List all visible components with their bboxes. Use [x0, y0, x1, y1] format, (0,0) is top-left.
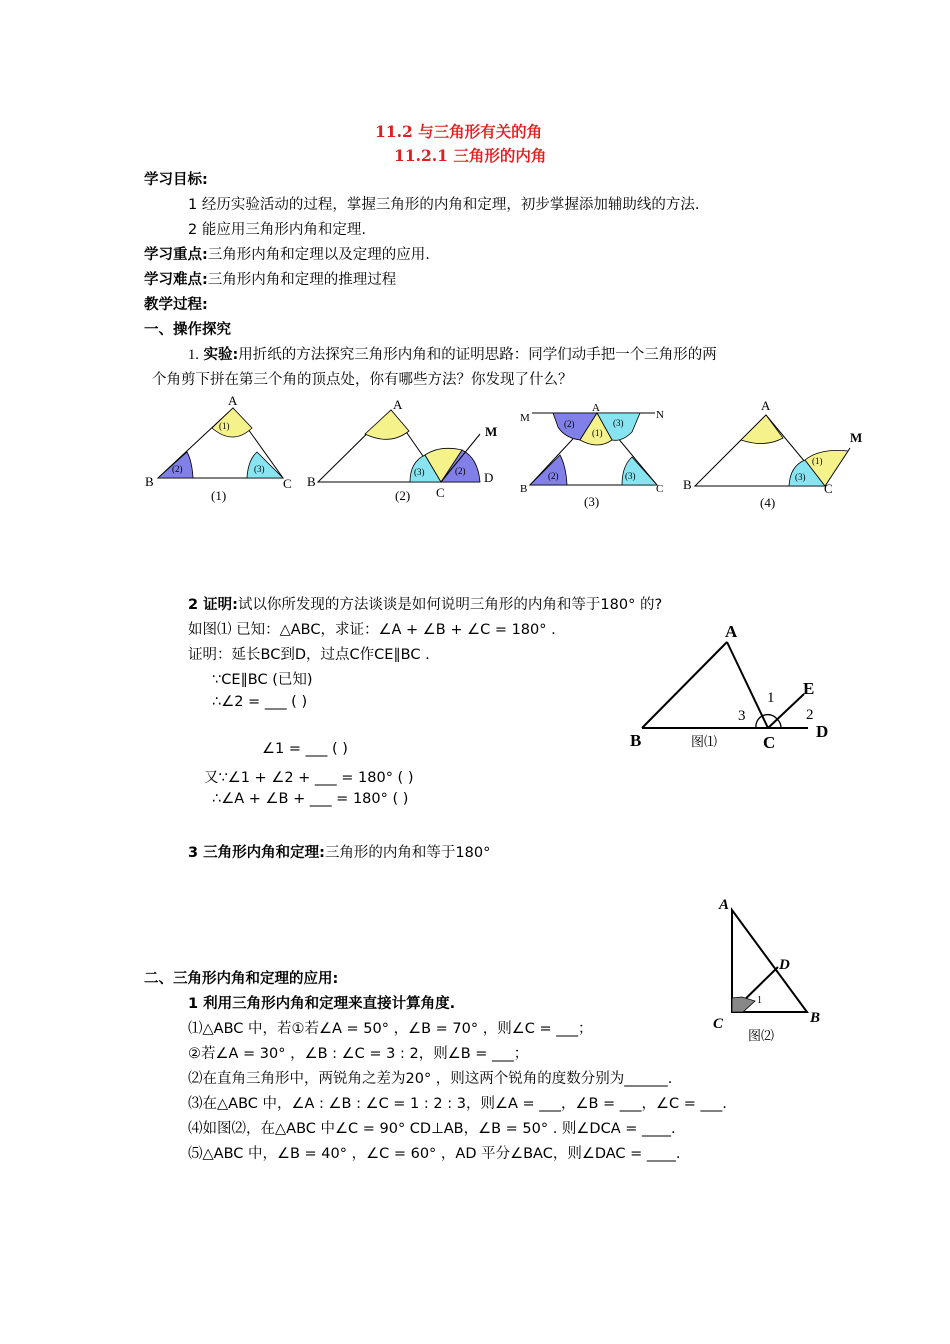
experiment-line-2: 个角剪下拼在第三个角的顶点处，你有哪些方法？你发现了什么？: [152, 372, 573, 388]
fig2b-label-d: D: [779, 957, 790, 973]
objective-2: 2 能应用三角形内角和定理.: [188, 222, 366, 238]
fig1-angle-2: (2): [172, 464, 183, 474]
experiment-label: 实验:: [203, 347, 239, 363]
section2-heading: 二、三角形内角和定理的应用:: [144, 971, 339, 987]
proof-construction: 证明：延长BC到D，过点C作CE∥BC .: [188, 647, 430, 663]
title-sub: 11.2.1 三角形的内角: [394, 146, 547, 165]
fig2-label-c: C: [436, 485, 445, 500]
fig2-angle-3: (3): [414, 467, 425, 477]
title-main: 11.2 与三角形有关的角: [375, 122, 543, 141]
fig2-label-a: A: [393, 397, 403, 412]
objective-1: 1 经历实验活动的过程，掌握三角形的内角和定理，初步掌握添加辅助线的方法.: [188, 197, 700, 213]
fig1-angle-1: (1): [219, 421, 230, 431]
fig3-angle-2: (2): [564, 419, 575, 429]
fig1-label-b: B: [145, 474, 154, 489]
fig4-label-c: C: [824, 481, 833, 496]
proof-step-1: ∵CE∥BC (已知): [212, 672, 313, 688]
fig2b-caption: 图⑵: [748, 1028, 775, 1043]
fig3-label-n: N: [656, 409, 664, 421]
fig4-label-a: A: [761, 398, 771, 413]
proof-fig-label-c: C: [763, 733, 776, 752]
fig3-angle-1: (1): [592, 428, 603, 438]
question-1: ⑴△ABC 中，若①若∠A = 50° ，∠B = 70° ，则∠C = ___；: [188, 1021, 593, 1037]
fig4-label-b: B: [683, 477, 692, 492]
difficulty-text: 三角形内角和定理的推理过程: [207, 272, 397, 288]
fig2-caption: (2): [395, 488, 411, 503]
proof-given: 如图⑴ 已知：△ABC，求证：∠A + ∠B + ∠C = 180° .: [188, 622, 556, 638]
fig2-label-d: D: [484, 470, 494, 485]
fig2b-label-a: A: [719, 897, 730, 913]
fig1-caption: (1): [211, 488, 227, 503]
proof-step-5: ∴∠A + ∠B + ___ = 180° ( ): [212, 791, 409, 807]
proof-step-2: ∴∠2 = ___ ( ): [212, 694, 308, 710]
section1-heading: 一、操作探究: [144, 322, 231, 338]
question-3: ⑵在直角三角形中，两锐角之差为20° ，则这两个锐角的度数分别为______.: [188, 1071, 673, 1087]
proof-fig-caption: 图⑴: [691, 734, 718, 749]
fig2-angle-2: (2): [455, 466, 466, 476]
fig3-angle-2b: (2): [548, 471, 559, 481]
fig4-angle-1: (1): [812, 456, 823, 466]
fig2-label-m: M: [485, 424, 498, 439]
fig2b-label-b: B: [810, 1010, 821, 1026]
fig3-angle-3b: (3): [625, 471, 636, 481]
proof-fig-angle-1: 1: [767, 690, 775, 706]
proof-fig-label-a: A: [725, 622, 738, 641]
proof-fig-angle-2: 2: [806, 707, 814, 723]
objectives-heading: 学习目标:: [144, 172, 208, 188]
fig3-label-m: M: [520, 412, 530, 424]
fig2b-angle-1: 1: [757, 995, 762, 1006]
proof-fig-label-d: D: [816, 722, 829, 741]
question-6: ⑸△ABC 中，∠B = 40° ，∠C = 60° ，AD 平分∠BAC，则∠DAC = ____.: [188, 1146, 681, 1162]
key-point-label: 学习重点:: [144, 247, 208, 263]
fig1-label-c: C: [283, 476, 292, 491]
proof-prompt-text: 试以你所发现的方法谈谈是如何说明三角形的内角和等于180° 的?: [237, 597, 663, 613]
proof-step-3: ∠1 = ___ ( ): [262, 741, 348, 757]
question-2: ②若∠A = 30° ，∠B : ∠C = 3 : 2，则∠B = ___；: [188, 1046, 529, 1062]
fig4-caption: (4): [760, 495, 776, 510]
fig3-label-b: B: [520, 483, 528, 495]
section2-subheading: 1 利用三角形内角和定理来直接计算角度.: [188, 996, 456, 1012]
difficulty-label: 学习难点:: [144, 272, 208, 288]
fig1-label-a: A: [228, 393, 238, 408]
fig2b-label-c: C: [713, 1016, 724, 1032]
fig3-label-c: C: [656, 483, 664, 495]
proof-label: 2 证明:: [188, 597, 238, 613]
experiment-number: 1.: [188, 347, 199, 363]
experiment-text-1: 用折纸的方法探究三角形内角和的证明思路：同学们动手把一个三角形的两: [238, 347, 717, 363]
process-heading: 教学过程:: [144, 297, 208, 313]
question-4: ⑶在△ABC 中，∠A : ∠B : ∠C = 1 : 2 : 3，则∠A = ___，∠B = ___，∠C = ___.: [188, 1096, 727, 1112]
proof-fig-angle-3: 3: [738, 708, 746, 724]
fig3-label-a: A: [592, 402, 600, 414]
key-point-text: 三角形内角和定理以及定理的应用.: [207, 247, 430, 263]
fig2-label-b: B: [307, 474, 316, 489]
fig4-label-m: M: [850, 430, 863, 445]
proof-step-4: 又∵∠1 + ∠2 + ___ = 180° ( ): [204, 770, 414, 786]
theorem-label: 3 三角形内角和定理:: [188, 845, 325, 861]
theorem-text: 三角形的内角和等于180°: [324, 845, 491, 861]
proof-fig-label-b: B: [630, 731, 642, 750]
fig1-angle-3: (3): [254, 464, 265, 474]
question-5: ⑷如图⑵，在△ABC 中∠C = 90° CD⊥AB，∠B = 50° . 则∠DCA = ____.: [188, 1121, 676, 1137]
proof-fig-label-e: E: [803, 679, 815, 698]
fig4-angle-3: (3): [795, 472, 806, 482]
fig3-angle-3: (3): [613, 418, 624, 428]
fig3-caption: (3): [584, 494, 600, 509]
